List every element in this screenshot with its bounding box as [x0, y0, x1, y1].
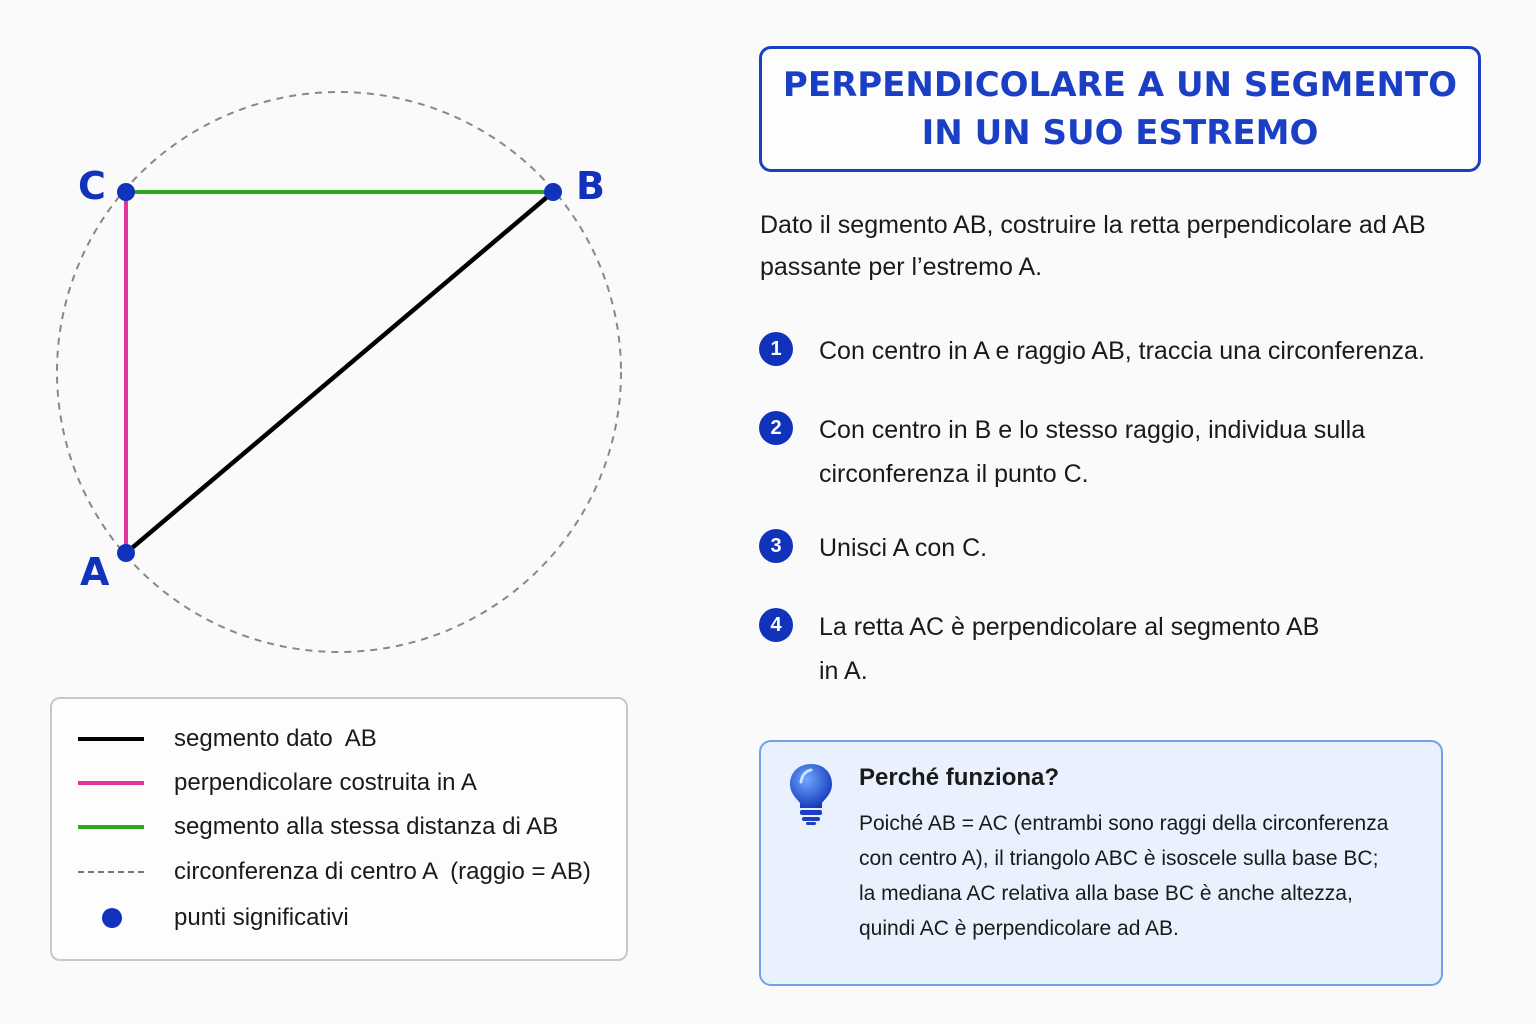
- point-a: [117, 544, 135, 562]
- legend-item-circle: [52, 850, 626, 894]
- legend-label: perpendicolare costruita in A: [174, 769, 477, 796]
- label-point-a: A: [80, 550, 110, 594]
- construction-figure: [0, 0, 700, 690]
- legend-black-line: [78, 737, 144, 741]
- intro-line: Dato il segmento AB, costruire la retta perpendicolare ad AB: [760, 211, 1426, 239]
- legend-dot: [102, 908, 122, 928]
- point-b: [544, 183, 562, 201]
- title-line: IN UN SUO ESTREMO: [921, 113, 1319, 153]
- legend-label: segmento dato AB: [174, 725, 377, 752]
- legend-green-line: [78, 825, 144, 829]
- legend-label: segmento alla stessa distanza di AB: [174, 813, 559, 840]
- step-text: [819, 605, 1499, 693]
- tip-title: Perché funziona?: [859, 764, 1060, 791]
- legend-label: punti significativi: [174, 904, 349, 931]
- step-text: [819, 408, 1499, 496]
- tip-body: [859, 806, 1429, 946]
- page-title: [783, 61, 1457, 157]
- legend-item-given-segment: [52, 717, 626, 761]
- legend-magenta-line: [78, 781, 144, 785]
- step-number-badge: 4: [759, 608, 793, 642]
- legend: [50, 697, 628, 961]
- legend-item-points: [52, 896, 626, 940]
- point-c: [117, 183, 135, 201]
- tip-line: Poiché AB = AC (entrambi sono raggi della circonferenza: [859, 812, 1389, 835]
- step-text: [819, 329, 1499, 373]
- intro-text: [760, 204, 1520, 288]
- lightbulb-icon: [787, 762, 835, 826]
- step-line: Con centro in B e lo stesso raggio, individua sulla: [819, 416, 1366, 444]
- title-box: [759, 46, 1481, 172]
- legend-item-perpendicular: [52, 761, 626, 805]
- step-line: La retta AC è perpendicolare al segmento AB: [819, 613, 1320, 641]
- tip-line: la mediana AC relativa alla base BC è anche altezza,: [859, 882, 1353, 905]
- step-line: in A.: [819, 657, 868, 685]
- tip-line: quindi AC è perpendicolare ad AB.: [859, 917, 1179, 940]
- step-line: circonferenza il punto C.: [819, 460, 1089, 488]
- step-number-badge: 3: [759, 529, 793, 563]
- title-line: PERPENDICOLARE A UN SEGMENTO: [782, 65, 1458, 105]
- step-text: [819, 526, 1499, 570]
- why-it-works-box: [759, 740, 1443, 986]
- label-point-c: C: [78, 164, 106, 208]
- step-line: Unisci A con C.: [819, 534, 988, 562]
- intro-line: passante per l’estremo A.: [760, 253, 1043, 281]
- step-line: Con centro in A e raggio AB, traccia una circonferenza.: [819, 337, 1425, 365]
- step-number-badge: 2: [759, 411, 793, 445]
- legend-label: circonferenza di centro A (raggio = AB): [174, 858, 591, 885]
- legend-item-equal-distance: [52, 805, 626, 849]
- legend-dashed-line: [78, 871, 144, 873]
- step-number-badge: 1: [759, 332, 793, 366]
- segment-ab: [126, 192, 553, 553]
- label-point-b: B: [576, 164, 605, 208]
- tip-line: con centro A), il triangolo ABC è isoscele sulla base BC;: [859, 847, 1379, 870]
